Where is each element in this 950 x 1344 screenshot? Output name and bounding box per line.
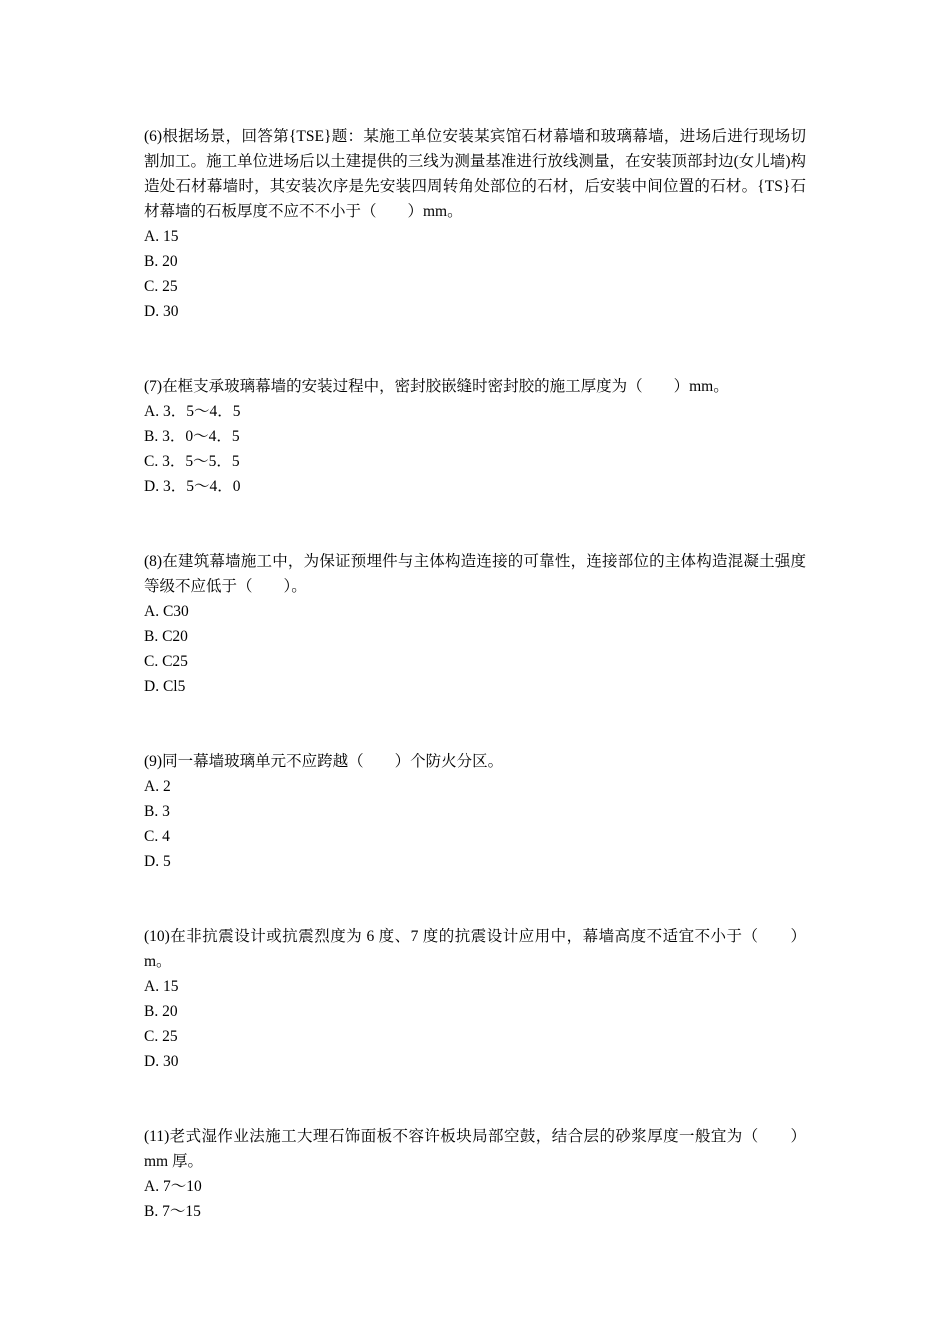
option-b: B. 3．0～4．5 [144,428,240,445]
spacer [144,699,806,749]
question-6 [144,124,806,324]
option-d: D. 5 [144,853,171,870]
question-7 [144,374,806,499]
question-stem: (7)在框支承玻璃幕墙的安装过程中，密封胶嵌缝时密封胶的施工厚度为（ ）mm。 [144,378,729,395]
option-a: A. 3．5～4．5 [144,403,241,420]
option-d: D. 30 [144,1053,179,1070]
option-c: C. C25 [144,653,188,670]
option-b: B. 20 [144,253,178,270]
question-stem: (8)在建筑幕墙施工中，为保证预埋件与主体构造连接的可靠性，连接部位的主体构造混凝土强度等级不应低于（ ）。 [144,553,806,595]
option-c: C. 4 [144,828,170,845]
option-d: D. Cl5 [144,678,186,695]
option-a: A. C30 [144,603,189,620]
document-page [144,124,806,1224]
option-a: A. 7～10 [144,1178,202,1195]
option-a: A. 2 [144,778,171,795]
question-stem: (6)根据场景，回答第{TSE}题：某施工单位安装某宾馆石材幕墙和玻璃幕墙，进场后进行现场切割加工。施工单位进场后以土建提供的三线为测量基准进行放线测量，在安装顶部封边(女儿墙)构造处石材幕墙时，其安装次序是先安装四周转角处部位的石材，后安装中间位置的石材。{TS}石材幕墙的石板厚度不应不不小于（ ）mm。 [144,128,806,220]
option-a: A. 15 [144,228,179,245]
question-stem: (11)老式湿作业法施工大理石饰面板不容许板块局部空鼓，结合层的砂浆厚度一般宜为（ ）mm 厚。 [144,1128,806,1170]
question-8 [144,549,806,699]
option-b: B. 20 [144,1003,178,1020]
question-11 [144,1124,806,1224]
option-c: C. 3．5～5．5 [144,453,240,470]
spacer [144,324,806,374]
spacer [144,1074,806,1124]
option-b: B. 7～15 [144,1203,201,1220]
question-10 [144,924,806,1074]
question-9 [144,749,806,874]
option-c: C. 25 [144,1028,178,1045]
option-d: D. 30 [144,303,179,320]
option-d: D. 3．5～4．0 [144,478,241,495]
question-stem: (10)在非抗震设计或抗震烈度为 6 度、7 度的抗震设计应用中，幕墙高度不适宜不小于（ ）m。 [144,928,806,970]
spacer [144,499,806,549]
option-c: C. 25 [144,278,178,295]
spacer [144,874,806,924]
option-a: A. 15 [144,978,179,995]
option-b: B. C20 [144,628,188,645]
option-b: B. 3 [144,803,170,820]
question-stem: (9)同一幕墙玻璃单元不应跨越（ ）个防火分区。 [144,753,504,770]
